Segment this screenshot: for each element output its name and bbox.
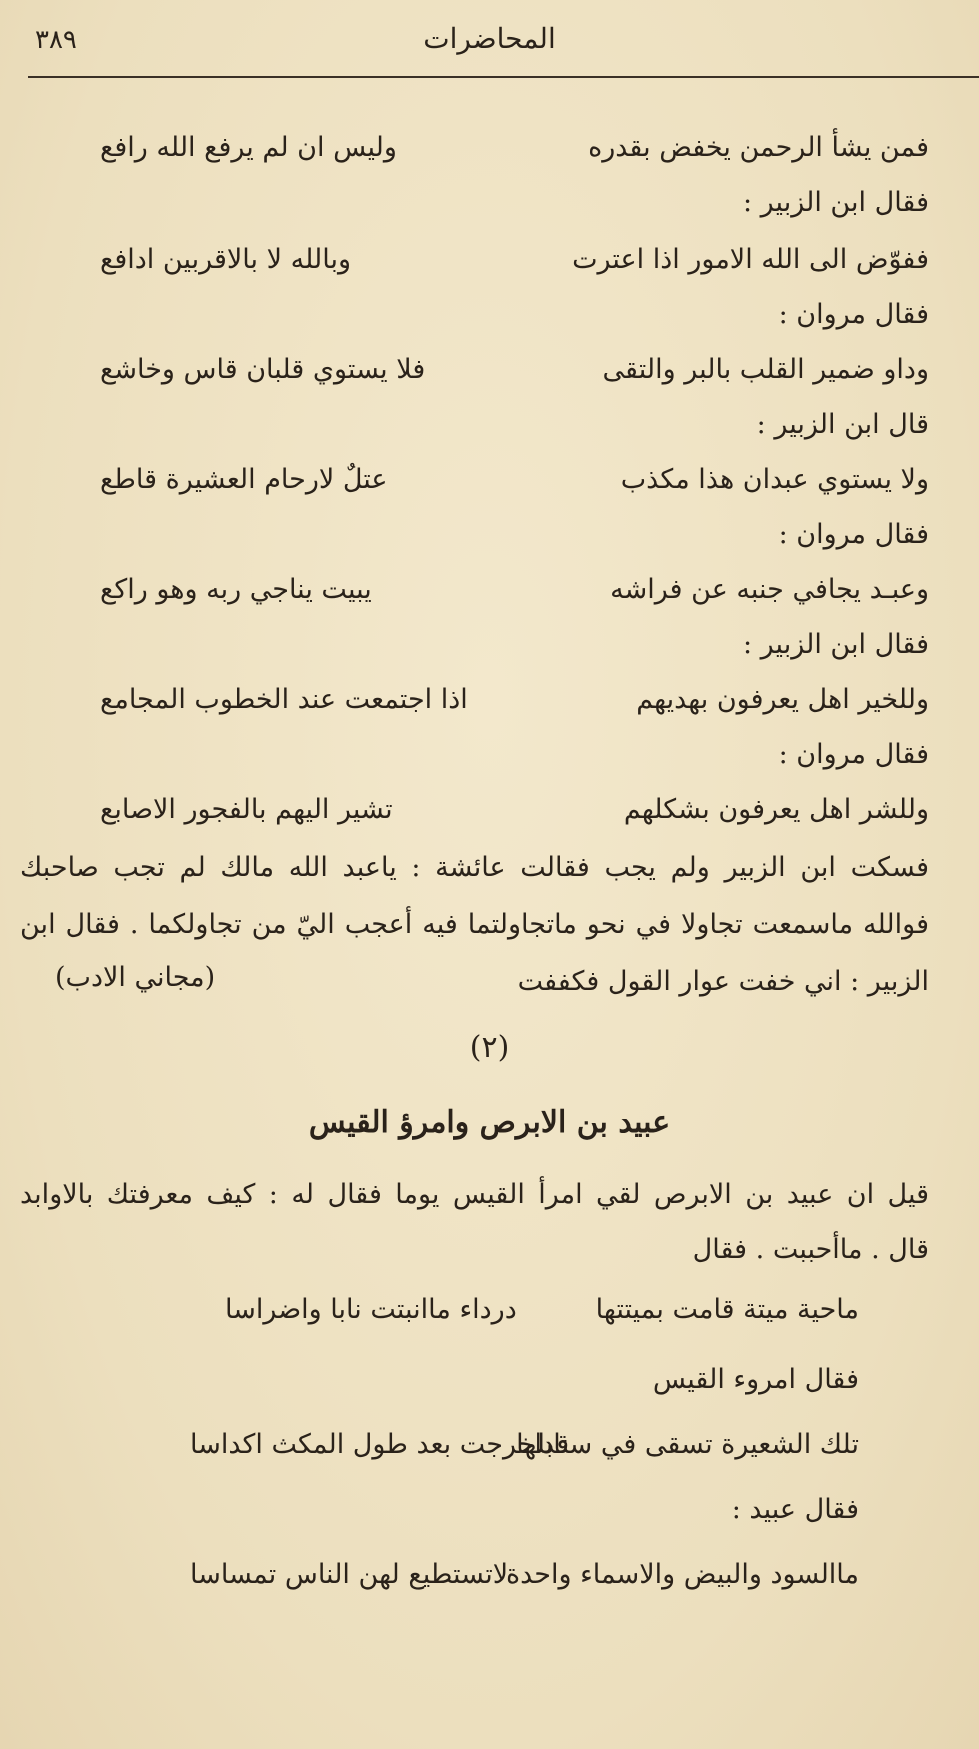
speaker-label: فقال ابن الزبير : <box>742 187 929 218</box>
prose-line: الزبير : اني خفت عوار القول فكففت <box>517 966 929 997</box>
speaker-label: فقال عبيد : <box>731 1494 859 1525</box>
verse-first-hemistich: وللشر اهل يعرفون بشكلهم <box>623 794 929 825</box>
running-title: المحاضرات <box>423 22 556 55</box>
speaker-label: فقال مروان : <box>778 739 929 770</box>
page-number: ٣٨٩ <box>35 25 77 55</box>
section-number: (٢) <box>469 1030 510 1065</box>
verse-first-hemistich: وعبـد يجافي جنبه عن فراشه <box>610 574 929 605</box>
verse-first-hemistich: ولا يستوي عبدان هذا مكذب <box>620 464 929 495</box>
speaker-label: فقال مروان : <box>778 519 929 550</box>
verse-second-hemistich: قداخرجت بعد طول المكث اكداسا <box>190 1429 570 1460</box>
verse-second-hemistich: يبيت يناجي ربه وهو راكع <box>100 574 372 605</box>
source-citation: (مجاني الادب) <box>55 962 216 993</box>
verse-second-hemistich: وليس ان لم يرفع الله رافع <box>100 132 397 163</box>
verse-first-hemistich: وداو ضمير القلب بالبر والتقى <box>602 354 929 385</box>
verse-first-hemistich: وللخير اهل يعرفون بهديهم <box>636 684 929 715</box>
verse-second-hemistich: لاتستطيع لهن الناس تمساسا <box>190 1559 509 1590</box>
speaker-label: فقال امروء القيس <box>652 1364 859 1395</box>
verse-first-hemistich: فمن يشأ الرحمن يخفض بقدره <box>588 132 929 163</box>
verse-second-hemistich: اذا اجتمعت عند الخطوب المجامع <box>100 684 468 715</box>
verse-first-hemistich: ماالسود والبيض والاسماء واحدة <box>505 1559 859 1590</box>
verse-first-hemistich: ماحية ميتة قامت بميتتها <box>595 1294 859 1325</box>
speaker-label: قال ابن الزبير : <box>756 409 929 440</box>
verse-second-hemistich: درداء ماانبتت نابا واضراسا <box>225 1294 517 1325</box>
verse-first-hemistich: ففوّض الى الله الامور اذا اعترت <box>572 244 929 275</box>
speaker-label: فقال ابن الزبير : <box>742 629 929 660</box>
section-title: عبيد بن الابرص وامرؤ القيس <box>308 1105 671 1140</box>
verse-second-hemistich: عتلٌ لارحام العشيرة قاطع <box>100 464 388 495</box>
verse-first-hemistich: تلك الشعيرة تسقى في سنابلها <box>516 1429 859 1460</box>
prose-line: قال . ماأحببت . فقال <box>692 1234 929 1265</box>
prose-line: فسكت ابن الزبير ولم يجب فقالت عائشة : ياعبد الله مالك لم تجب صاحبك <box>20 852 929 883</box>
verse-second-hemistich: وبالله لا بالاقربين ادافع <box>100 244 352 275</box>
prose-line: فوالله ماسمعت تجاولا في نحو ماتجاولتما فيه أعجب اليّ من تجاولكما . فقال ابن <box>20 909 929 940</box>
verse-second-hemistich: تشير اليهم بالفجور الاصابع <box>100 794 393 825</box>
prose-line: قيل ان عبيد بن الابرص لقي امرأ القيس يوما فقال له : كيف معرفتك بالاوابد <box>20 1179 929 1210</box>
verse-second-hemistich: فلا يستوي قلبان قاس وخاشع <box>100 354 426 385</box>
speaker-label: فقال مروان : <box>778 299 929 330</box>
